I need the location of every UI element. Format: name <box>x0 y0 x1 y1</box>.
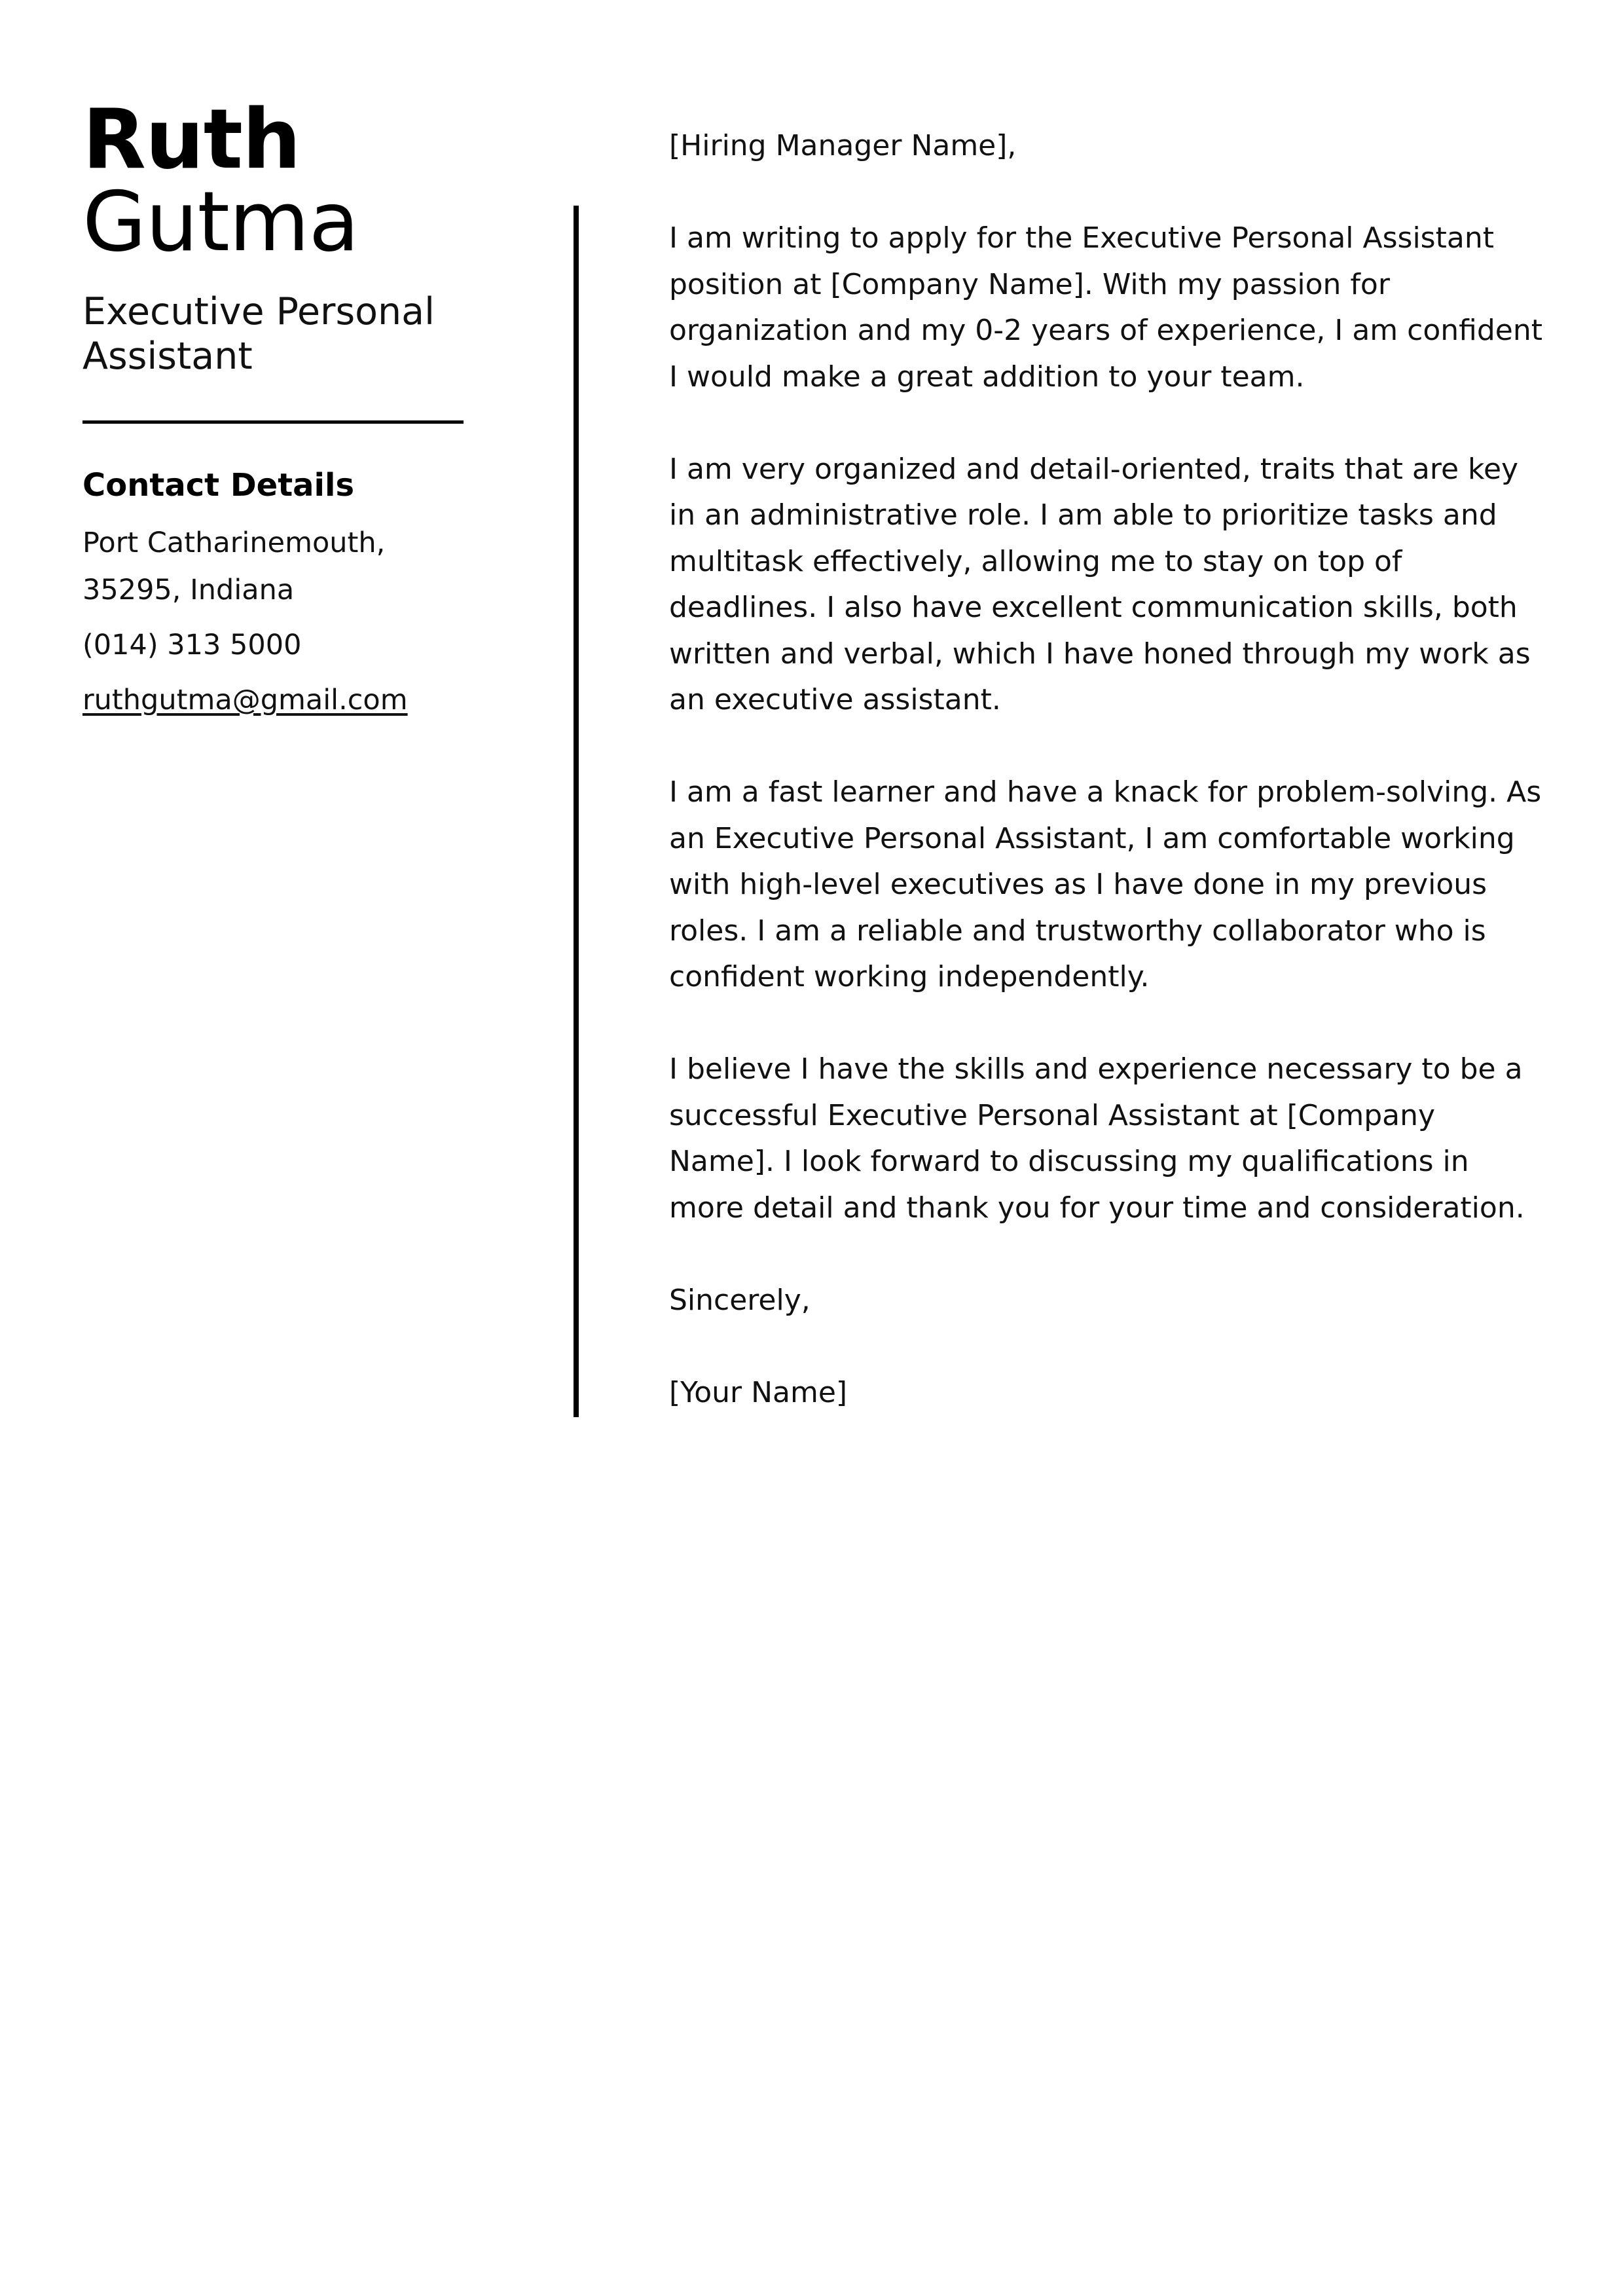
contact-email-link[interactable]: ruthgutma@gmail.com <box>82 684 408 716</box>
letter-paragraph: I am writing to apply for the Executive Personal Assistant position at [Company Name]. With my passion for organization and my 0-2 years of experience, I am confident I would make a great addition to your team. <box>669 221 1543 394</box>
signature: [Your Name] <box>669 1375 848 1409</box>
letter-paragraph: I believe I have the skills and experience necessary to be a successful Executive Personal Assistant at [Company Name]. I look forward to discussing my qualifications in more detail and thank you for your time and consideration. <box>669 1052 1525 1225</box>
last-name: Gutma <box>82 174 359 270</box>
contact-phone: (014) 313 5000 <box>82 629 302 661</box>
address-line-2: 35295, Indiana <box>82 574 295 606</box>
letter-paragraph: I am very organized and detail-oriented, traits that are key in an administrative role. I am able to prioritize tasks and multitask effectively, allowing me to stay on top of deadlines. I also have excellent communication skills, both written and verbal, which I have honed through my work as an executive assistant. <box>669 452 1531 716</box>
salutation: [Hiring Manager Name], <box>669 129 1017 162</box>
contact-address <box>82 519 469 614</box>
header-divider <box>82 420 464 424</box>
job-title: Executive Personal Assistant <box>82 290 435 378</box>
address-line-1: Port Catharinemouth, <box>82 527 386 559</box>
first-name: Ruth <box>82 91 301 187</box>
sidebar <box>82 91 469 724</box>
vertical-divider <box>574 206 579 1417</box>
letter-body <box>669 123 1546 1416</box>
letter-paragraph: I am a fast learner and have a knack for problem-solving. As an Executive Personal Assistant, I am comfortable working with high-level executives as I have done in my previous roles. I am a reliable and trustworthy collaborator who is confident working independently. <box>669 775 1542 993</box>
closing: Sincerely, <box>669 1283 811 1317</box>
contact-details-heading: Contact Details <box>82 467 355 504</box>
